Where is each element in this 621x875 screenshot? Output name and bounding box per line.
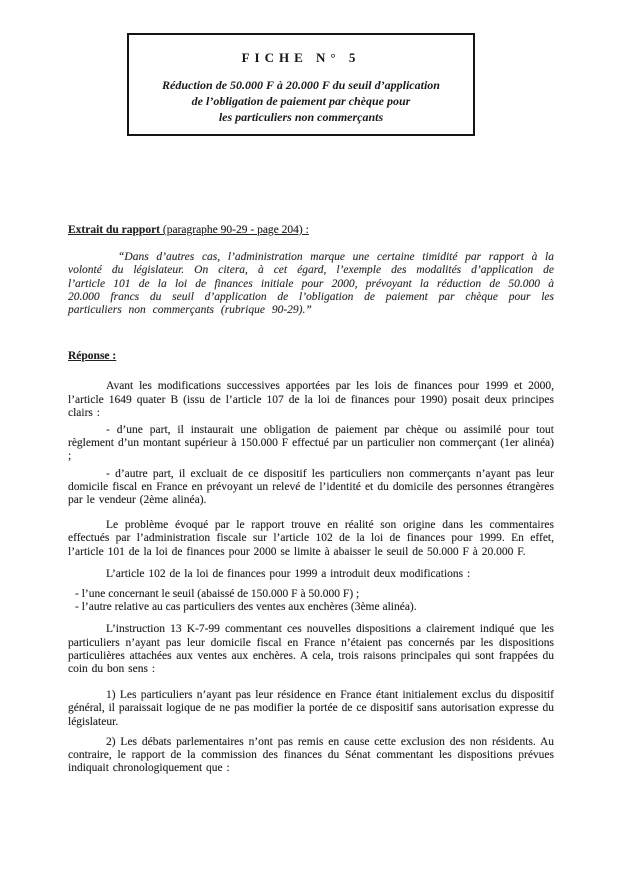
dash-line-ventes: - l’autre relative au cas particuliers des ventes aux enchères (3ème alinéa). xyxy=(75,601,417,614)
fiche-subtitle-line-2: de l’obligation de paiement par chèque pour xyxy=(191,94,411,108)
paragraph-point-2: 2) Les débats parlementaires n’ont pas remis en cause cette exclusion des non résidents. Au contraire, le rapport de la commission des finances du Sénat commentant les dispositions prévues indiquait chronologiquement que : xyxy=(68,735,554,775)
paragraph-article-102: L’article 102 de la loi de finances pour 1999 a introduit deux modifications : xyxy=(106,567,471,580)
paragraph-instruction: L’instruction 13 K-7-99 commentant ces nouvelles dispositions a clairement indiqué que les particuliers n’ayant pas leur domicile fiscal en France n’étaient pas concernés par les dispositions particulières attachées aux ventes aux enchères. A cela, trois raisons principales qui sont frappées du coin du bon sens : xyxy=(68,623,554,676)
fiche-header-box xyxy=(127,33,475,136)
document-body xyxy=(68,224,554,776)
rapport-quote: “Dans d’autres cas, l’administration marque une certaine timidité par rapport à la volonté du législateur. On citera, à cet égard, l’exemple des modalités d’application de l’article 101 de la loi de finances initiale pour 2000, prévoyant la réduction de 50.000 à 20.000 francs du seuil d’application de l’obligation de paiement par chèque pour les particuliers non commerçants (rubrique 90-29).” xyxy=(68,251,554,317)
reponse-heading-label: Réponse : xyxy=(68,350,117,363)
extrait-heading-underline xyxy=(68,224,309,236)
fiche-subtitle-line-3: les particuliers non commerçants xyxy=(218,110,384,124)
paragraph-point-1: 1) Les particuliers n’ayant pas leur résidence en France étant initialement exclus du dispositif général, il paraissait logique de ne pas modifier la portée de ce dispositif sans autorisation expresse du législateur. xyxy=(68,689,554,728)
paragraph-bullet-autre-part: - d’autre part, il excluait de ce dispositif les particuliers non commerçants n’ayant pas leur domicile fiscal en France en prévoyant un relevé de l’identité et du domicile des personnes étrangères par le vendeur (2ème alinéa). xyxy=(68,467,554,507)
fiche-subtitle-line-1: Réduction de 50.000 F à 20.000 F du seuil d’application xyxy=(162,78,440,92)
extrait-heading xyxy=(68,224,554,237)
paragraph-bullet-une-part: - d’une part, il instaurait une obligation de paiement par chèque ou assimilé pour tout règlement d’un montant supérieur à 150.000 F effectué par un particulier non commerçant (1er alinéa) ; xyxy=(68,424,554,463)
extrait-heading-rest: (paragraphe 90-29 - page 204) : xyxy=(160,224,309,236)
extrait-heading-bold: Extrait du rapport xyxy=(68,224,160,236)
paragraph-probleme: Le problème évoqué par le rapport trouve en réalité son origine dans les commentaires effectués par l’administration fiscale sur l’article 102 de la loi de finances pour 1999. En effet, l’article 101 de la loi de finances pour 2000 se limite à abaisser le seuil de 50.000 F à 20.000 F. xyxy=(68,519,554,558)
reponse-heading xyxy=(68,350,554,363)
dash-line-seuil: - l’une concernant le seuil (abaissé de 150.000 F à 50.000 F) ; xyxy=(75,588,360,601)
fiche-title: FICHE N° 5 xyxy=(241,50,361,65)
paragraph-avant-modifications: Avant les modifications successives apportées par les lois de finances pour 1999 et 2000, l’article 1649 quater B (issu de l’article 107 de la loi de finances pour 1990) posait deux principes clairs : xyxy=(68,380,554,419)
fiche-subtitle xyxy=(129,77,473,125)
